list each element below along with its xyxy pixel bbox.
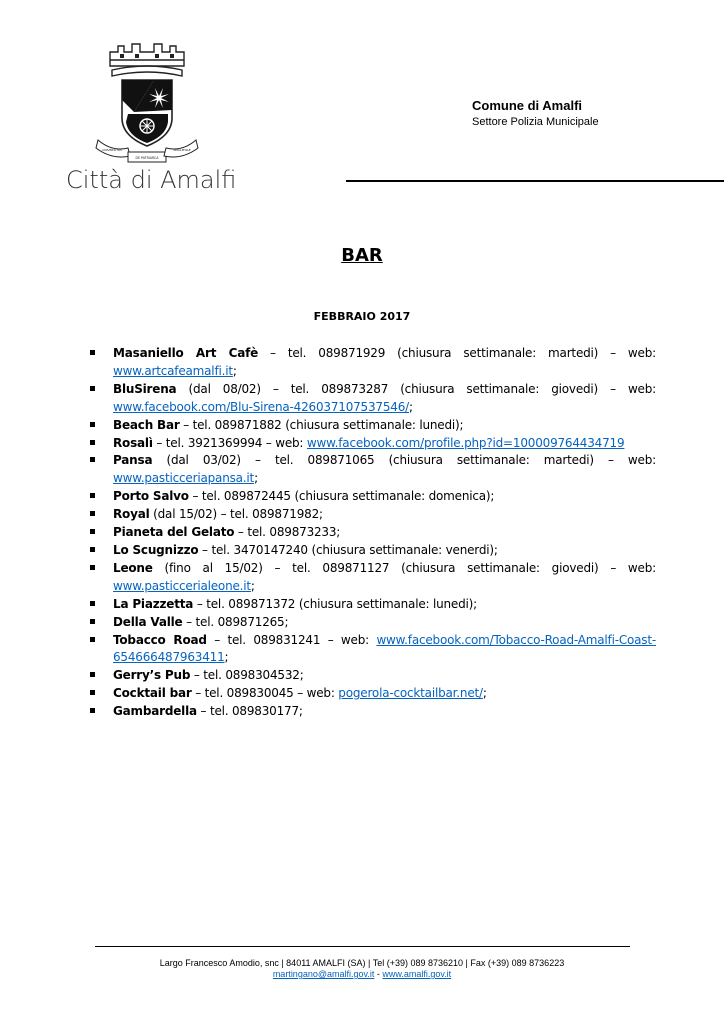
bar-web-link[interactable]: www.artcafeamalfi.it	[113, 363, 233, 378]
bar-name: Pianeta del Gelato	[113, 525, 235, 540]
bar-list-item	[90, 524, 656, 542]
square-bullet-icon	[90, 386, 95, 391]
city-crest-logo	[92, 40, 202, 170]
bar-suffix: ;	[409, 399, 413, 414]
bar-name: Lo Scugnizzo	[113, 542, 199, 557]
bar-list-item	[90, 435, 656, 453]
square-bullet-icon	[90, 511, 95, 516]
square-bullet-icon	[90, 350, 95, 355]
bar-list-item	[90, 345, 656, 381]
document-subtitle: FEBBRAIO 2017	[313, 310, 411, 323]
square-bullet-icon	[90, 601, 95, 606]
footer-website-link[interactable]: www.amalfi.gov.it	[382, 969, 452, 979]
bar-details: – tel. 089831241 – web:	[206, 632, 377, 647]
square-bullet-icon	[90, 619, 95, 624]
footer-contacts	[0, 969, 724, 979]
bar-list	[90, 345, 656, 721]
bar-web-link[interactable]: www.facebook.com/profile.php?id=100009764434719	[306, 435, 625, 450]
square-bullet-icon	[90, 708, 95, 713]
bar-name: Pansa	[113, 453, 153, 468]
square-bullet-icon	[90, 529, 95, 534]
square-bullet-icon	[90, 547, 95, 552]
footer-address: Largo Francesco Amodio, snc | 84011 AMALFI (SA) | Tel (+39) 089 8736210 | Fax (+39) 089 8736223	[159, 958, 565, 968]
footer-email-link[interactable]: martingano@amalfi.gov.it	[272, 969, 375, 979]
bar-name: BluSirena	[113, 381, 177, 396]
bar-suffix: ;	[224, 650, 229, 665]
office-department: Settore Polizia Municipale	[472, 116, 599, 128]
bar-details: – tel. 089872445 (chiusura settimanale: domenica);	[188, 489, 495, 504]
bar-web-link[interactable]: www.facebook.com/Blu-Sirena-426037107537546/	[113, 399, 410, 414]
bar-list-item	[90, 506, 656, 524]
bar-details: (dal 03/02) – tel. 089871065 (chiusura settimanale: martedi) – web:	[152, 453, 656, 468]
bar-details: – tel. 0898304532;	[190, 668, 304, 683]
square-bullet-icon	[90, 690, 95, 695]
bar-details: (fino al 15/02) – tel. 089871127 (chiusura settimanale: giovedi) – web:	[152, 560, 656, 575]
bar-name: Leone	[113, 560, 153, 575]
bar-details: – tel. 3470147240 (chiusura settimanale: venerdi);	[198, 542, 498, 557]
bar-list-item	[90, 596, 656, 614]
bar-details: – tel. 089871929 (chiusura settimanale: martedi) – web:	[258, 346, 656, 360]
bar-list-item	[90, 488, 656, 506]
square-bullet-icon	[90, 422, 95, 427]
bar-list-item	[90, 381, 656, 417]
bar-name: Gambardella	[113, 704, 197, 719]
bar-name: Della Valle	[113, 614, 183, 629]
bar-name: La Piazzetta	[113, 596, 194, 611]
document-title: BAR	[341, 245, 383, 266]
office-name: Comune di Amalfi	[472, 98, 583, 113]
bar-suffix: ;	[232, 363, 237, 378]
bar-name: Tobacco Road	[113, 632, 207, 647]
square-bullet-icon	[90, 493, 95, 498]
bar-suffix: ;	[250, 578, 255, 593]
bar-list-item	[90, 417, 656, 435]
bar-name: Beach Bar	[113, 417, 180, 432]
bar-details: (dal 15/02) – tel. 089871982;	[149, 507, 323, 522]
header-divider	[346, 180, 724, 182]
bar-name: Masaniello Art Cafè	[113, 346, 259, 360]
square-bullet-icon	[90, 565, 95, 570]
bar-details: – tel. 3921369994 – web:	[152, 435, 307, 450]
bar-list-item	[90, 452, 656, 488]
bar-list-item	[90, 632, 656, 668]
footer-divider	[95, 946, 630, 947]
bar-suffix: ;	[254, 471, 258, 486]
square-bullet-icon	[90, 672, 95, 677]
footer-separator: -	[374, 969, 383, 979]
bar-name: Porto Salvo	[113, 489, 189, 504]
bar-web-link[interactable]: www.facebook.com/Tobacco-Road-Amalfi-Coast-654666487963411	[113, 632, 656, 665]
bar-name: Gerry’s Pub	[113, 668, 191, 683]
bar-details: (dal 08/02) – tel. 089873287 (chiusura settimanale: giovedi) – web:	[176, 381, 656, 396]
bar-details: – tel. 089871882 (chiusura settimanale: lunedi);	[179, 417, 464, 432]
bar-details: – tel. 089830045 – web:	[191, 686, 339, 701]
bar-list-item	[90, 614, 656, 632]
bar-name: Rosalì	[113, 435, 153, 450]
city-name-logotype: Città di Amalfi	[66, 166, 237, 194]
office-block	[472, 98, 599, 128]
bar-list-item	[90, 542, 656, 560]
square-bullet-icon	[90, 440, 95, 445]
bar-name: Royal	[113, 507, 150, 522]
bar-web-link[interactable]: pogerola-cocktailbar.net/	[338, 686, 483, 701]
crest-banner-center: DE PATRIARCA	[135, 156, 159, 160]
bar-list-item	[90, 685, 656, 703]
bar-suffix: ;	[482, 686, 487, 701]
bar-list-item	[90, 667, 656, 685]
bar-details: – tel. 089871372 (chiusura settimanale: lunedi);	[193, 596, 477, 611]
bar-list-item	[90, 560, 656, 596]
bar-details: – tel. 089873233;	[234, 525, 341, 540]
bar-name: Cocktail bar	[113, 686, 192, 701]
crest-banner-right: AMALPHIAE	[173, 148, 191, 152]
bar-details: – tel. 089871265;	[182, 614, 289, 629]
square-bullet-icon	[90, 637, 95, 642]
bar-web-link[interactable]: www.pasticceriapansa.it	[113, 471, 255, 486]
bar-list-item	[90, 703, 656, 721]
crest-banner-left: UNIVERSITAS	[102, 148, 122, 152]
bar-details: – tel. 089830177;	[196, 704, 303, 719]
square-bullet-icon	[90, 457, 95, 462]
bar-web-link[interactable]: www.pasticcerialeone.it	[113, 578, 251, 593]
